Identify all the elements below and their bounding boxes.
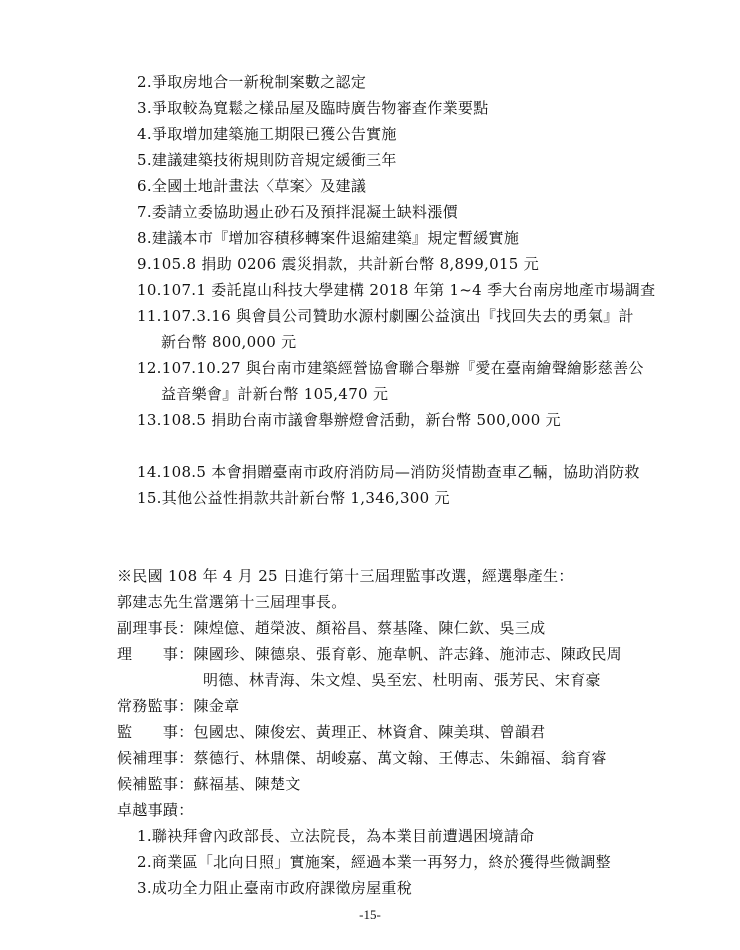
chairman-line: 郭建志先生當選第十三屆理事長。 xyxy=(117,593,347,611)
list-item: 3.成功全力阻止臺南市政府課徵房屋重稅 xyxy=(137,879,413,897)
list-item: 4.爭取增加建築施工期限已獲公告實施 xyxy=(137,125,397,143)
directors-line-continuation: 明德、林青海、朱文煌、吳至宏、杜明南、張芳民、宋育豪 xyxy=(203,671,601,689)
supervisors-line: 監 事：包國忠、陳俊宏、黃理正、林資倉、陳美琪、曾韻君 xyxy=(117,723,546,741)
list-item: 15.其他公益性捐款共計新台幣 1,346,300 元 xyxy=(137,489,450,507)
list-item: 3.爭取較為寬鬆之樣品屋及臨時廣告物審查作業要點 xyxy=(137,99,489,117)
list-item: 9.105.8 捐助 0206 震災捐款，共計新台幣 8,899,015 元 xyxy=(137,255,540,273)
list-item: 10.107.1 委託崑山科技大學建構 2018 年第 1~4 季大台南房地產市場調查 xyxy=(137,281,656,299)
standing-supervisor-line: 常務監事：陳金章 xyxy=(117,697,240,715)
page-number: -15- xyxy=(359,907,381,922)
list-item: 2.商業區「北向日照」實施案，經過本業一再努力，終於獲得些微調整 xyxy=(137,853,611,871)
list-item: 14.108.5 本會捐贈臺南市政府消防局—消防災情勘查車乙輛，協助消防救 xyxy=(137,463,640,481)
list-item: 11.107.3.16 與會員公司贊助水源村劇團公益演出『找回失去的勇氣』計 xyxy=(137,307,634,325)
list-item: 5.建議建築技術規則防音規定緩衝三年 xyxy=(137,151,397,169)
vice-chairman-line: 副理事長：陳煌億、趙榮波、顏裕昌、蔡基隆、陳仁欽、吳三成 xyxy=(117,619,546,637)
list-item: 7.委請立委協助遏止砂石及預拌混凝土缺料漲價 xyxy=(137,203,458,221)
achievements-label: 卓越事蹟： xyxy=(117,801,194,819)
list-item: 8.建議本市『增加容積移轉案件退縮建築』規定暫緩實施 xyxy=(137,229,520,247)
election-intro: ※民國 108 年 4 月 25 日進行第十三屆理監事改選，經選舉產生： xyxy=(117,567,574,585)
list-item: 2.爭取房地合一新稅制案數之認定 xyxy=(137,73,367,91)
list-item: 13.108.5 捐助台南市議會舉辦燈會活動，新台幣 500,000 元 xyxy=(137,411,561,429)
list-item: 12.107.10.27 與台南市建築經營協會聯合舉辦『愛在臺南繪聲繪影慈善公 xyxy=(137,359,644,377)
list-item: 6.全國土地計畫法〈草案〉及建議 xyxy=(137,177,367,195)
directors-line: 理 事：陳國珍、陳德泉、張育彰、施韋帆、許志鋒、施沛志、陳政民周 xyxy=(117,645,622,663)
list-item: 1.聯袂拜會內政部長、立法院長，為本業目前遭遇困境請命 xyxy=(137,827,535,845)
alternate-directors-line: 候補理事：蔡德行、林鼎傑、胡峻嘉、萬文翰、王傳志、朱錦福、翁育睿 xyxy=(117,749,607,767)
alternate-supervisors-line: 候補監事：蘇福基、陳楚文 xyxy=(117,775,301,793)
list-item-continuation: 新台幣 800,000 元 xyxy=(161,333,297,351)
list-item-continuation: 益音樂會』計新台幣 105,470 元 xyxy=(161,385,389,403)
